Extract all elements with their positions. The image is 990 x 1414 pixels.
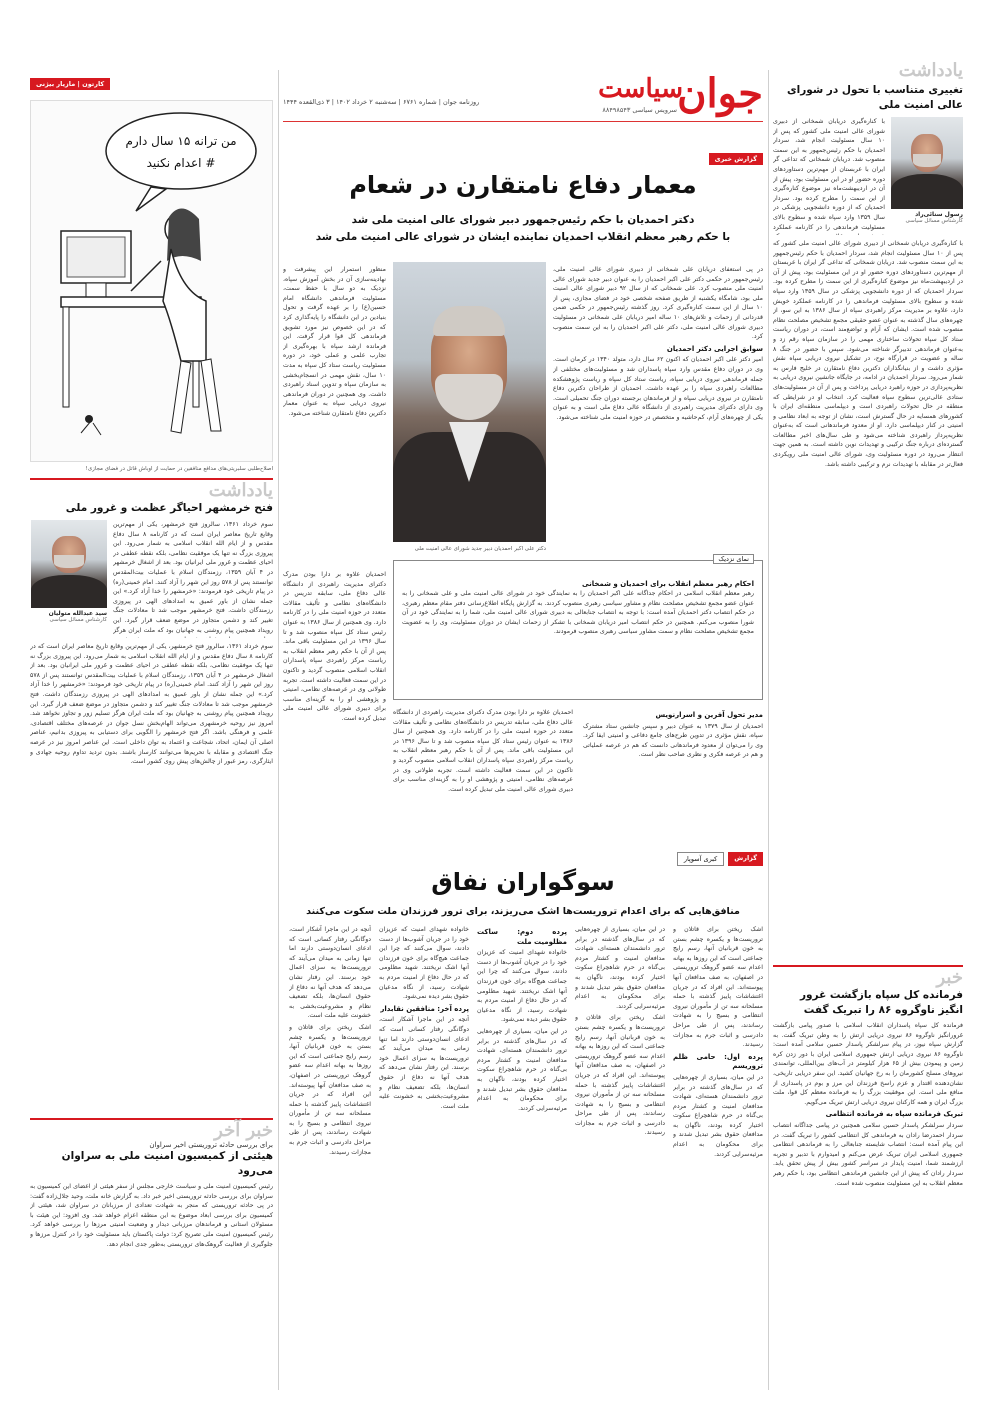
report2-tags bbox=[677, 852, 763, 866]
report2-text-5: خانواده شهدای امنیت که عزیزان خود را در جریان آشوب‌ها از دست دادند، سوال می‌کنند که چرا این جماعت هیچ‌گاه برای خون فرزندان آنها اشک نریختند. شهید مظلومی که در حال دفاع از امنیت مردم به شهادت رسید، از نگاه مدعیان حقوق بشر دیده نمی‌شود. bbox=[477, 949, 567, 1024]
cartoon-bubble-1: من ترانه ۱۵ سال دارم bbox=[125, 134, 237, 148]
yad-text-right: با کناره‌گیری دریابان شمخانی از دبیری شورای عالی امنیت ملی کشور که پس از ۱۰ سال مسئولیت انجام شد، سردار احمدیان با حکم رئیس‌جمهور به این سمت منصوب شد. دریابان شمخانی که تداعی گر ایران با عربستان از مهم‌ترین دستاوردهای دوره حضور او در این مسئولیت بود، پیش از آن در اردیبهشت‌ماه نیز موضوع کناره‌گیری از این سمت را مطرح کرده بود. سردار احمدیان که از دوره دانشجویی پزشکی در سال ۱۳۵۹ وارد سپاه شده و سطوح بالای مسئولیت فرماندهی را در کارنامه عملکرد خویش دارد، علاوه بر مدیریت مرکز راهبردی سپاه از سال ۱۳۸۶ به این سو، از چهره‌های سال گذشته به عنوان عضو حقیقی مجمع تشخیص مصلحت نظام منصوب شده است. ایشان که آرام و تواضع‌مند است، در دوران ریاست ستاد کل سپاه تحولات ساختاری مهمی را در سازمان سپاه رقم زد و به‌عنوان فرماندهی تدبیرگر شناخته می‌شود. سپس با حضور در جنگ ۸ ساله و عضویت در قرارگاه نوح، در تشکیل نیروی دریایی سپاه نقش مؤثری داشت و از بنیانگذاران دکترین دفاع نامتقارن در خلیج فارس به شمار می‌رود. سردار احمدیان در ادامه، در جایگاه جانشین نیروی دریایی به نظریه‌پردازی در حوزه راهبرد دریایی پرداخت و پس از آن در مسئولیت‌های ستادی عالی‌ترین سطوح سپاه فعالیت کرد. انتخاب او در شرایطی که منطقه در حال تحولات راهبردی است و دیپلماسی منطقه‌ای ایران با کشورهای همسایه در حال گسترش است، نشان از توجه به ابعاد نظامی و امنیتی در کنار دیپلماسی دارد. او از معدود فرماندهانی است که به‌عنوان نظریه‌پرداز راهبردی شناخته می‌شود و طی سال‌های اخیر مطالعات گسترده‌ای درباره جنگ ترکیبی و تهدیدات نوین داشته است. به همین جهت انتظار می‌رود در دوره مسئولیت وی، شورای عالی امنیت ملی رویکردی فعال‌تر در مقابله با تهدیدات نرم و ترکیبی داشته باشد. bbox=[773, 240, 963, 468]
author-role-right: کارشناس مسائل سیاسی bbox=[905, 218, 963, 224]
yad-text-left: سوم خرداد ۱۳۶۱، سالروز فتح خرمشهر، یکی از مهم‌ترین وقایع تاریخ معاصر ایران است که در کارنامه ۸ سال دفاع مقدس و از ایام الله انقلاب اسلامی به شمار می‌رود. این پیروزی بزرگ نه تنها یک موفقیت نظامی، بلکه نقطه عطفی در احیای عظمت و غرور ملی ایرانیان بود. بعد از اشغال خرمشهر در ۴ آبان ۱۳۵۹، رزمندگان اسلام با عملیات بیت‌المقدس توانستند پس از ۵۷۸ روز این شهر را آزاد کنند. امام خمینی(ره) در پیام تاریخی خود فرمودند: «خرمشهر را خدا آزاد کرد.» این جمله نشان از باور عمیق به امدادهای الهی در پیروزی رزمندگان داشت. فتح خرمشهر موجب شد تا معادلات جنگ تغییر کند و دشمن متجاوز در موضع ضعف قرار گیرد. این رویداد همچنین پیام روشنی به جهانیان بود که ملت ایران هرگز تسلیم زور و تجاوز نخواهد شد. امروز نیز روحیه خرمشهری می‌تواند الهام‌بخش نسل جوان در عرصه‌های مختلف اقتصادی، علمی و فرهنگی باشد. اگر فتح خرمشهر را الگویی برای دستیابی به پیروزی بدانیم، عناصر اصلی آن ایمان، اتحاد، شجاعت و اعتماد به توان داخلی است. این عناصر امروز نیز در عرصه جنگ اقتصادی و مقابله با تحریم‌ها می‌توانند کارساز باشند. بدون تردید تداوم روحیه جهادی و ایثارگری، رمز عبور از چالش‌های پیش روی کشور است. bbox=[30, 643, 273, 766]
report2-text-2: در این میان، بسیاری از چهره‌هایی که در سال‌های گذشته در برابر ترور دانشمندان هسته‌ای، شهادت مدافعان امنیت و کشتار مردم بی‌گناه در حرم شاهچراغ سکوت اختیار کرده بودند، ناگهان به مدافعان حقوق بشر تبدیل شدند و برای محکومان به اعدام مرثیه‌سرایی کردند. bbox=[673, 1073, 763, 1158]
author-name-right: رسول سنائی‌راد bbox=[915, 211, 963, 218]
khabar-title-left: هیئتی از کمیسیون امنیت ملی به سراوان می‌رود bbox=[61, 1150, 273, 1177]
yad-logo-right: یادداشت bbox=[898, 60, 963, 81]
hokm-box-header: نمای نزدیک bbox=[713, 554, 754, 564]
author-photo-left bbox=[31, 520, 107, 608]
main-article-col-left bbox=[283, 265, 386, 565]
issue-info: روزنامه جوان | شماره ۶۷۶۱ | سه‌شنبه ۲ خرداد ۱۴۰۲ | ۳ ذی‌القعده ۱۴۴۴ bbox=[283, 98, 480, 106]
hokm-title: احکام رهبر معظم انقلاب برای احمدیان و شمخانی bbox=[582, 580, 754, 588]
photo-caption: دکتر علی اکبر احمدیان دبیر جدید شورای عالی امنیت ملی bbox=[414, 546, 546, 552]
main-article-text-5: احمدیان علاوه بر دارا بودن مدرک دکترای مدیریت راهبردی از دانشگاه عالی دفاع ملی، سابقه تدریس در دانشگاه‌های نظامی و تألیف مقالات متعدد در حوزه امنیت ملی را در کارنامه دارد. وی همچنین از سال ۱۳۸۶ به عنوان رئیس ستاد کل سپاه منصوب شد و تا سال ۱۳۹۶ در این مسئولیت باقی ماند. پس از آن با حکم رهبر معظم انقلاب به ریاست مرکز راهبردی سپاه پاسداران انقلاب اسلامی منصوب گردید و تاکنون در این سمت فعالیت داشته است. تجربه طولانی وی در عرصه‌های نظامی، امنیتی و پژوهشی او را به گزینه‌ای مناسب برای دبیری شورای عالی امنیت ملی تبدیل کرده است. bbox=[393, 709, 573, 793]
logo-javan: جوان bbox=[677, 70, 763, 117]
main-article-col-right bbox=[553, 265, 763, 565]
hokm-text: رهبر معظم انقلاب اسلامی در احکام جداگانه علی اکبر احمدیان را به نمایندگی خود در شورای عالی امنیت ملی و علی شمخانی را به عنوان عضو مجمع تشخیص مصلحت نظام و مشاور سیاسی رهبری منصوب کردند. به گزارش پایگاه اطلاع‌رسانی دفتر مقام معظم رهبری، در حکم انتصاب دکتر احمدیان آمده است: با توجه به انتصاب جنابعالی به دبیری شورای عالی امنیت ملی، شما را به نمایندگی خود در آن شورا منصوب می‌کنم. همچنین در حکم انتصاب امیر دریابان شمخانی با تشکر از زحمات ایشان در دوران مسئولیت، وی را به عضویت مجمع تشخیص مصلحت نظام و سمت مشاور سیاسی رهبری منصوب فرمودند. bbox=[402, 590, 754, 636]
main-article-text-1: در پی استعفای دریابان علی شمخانی از دبیری شورای عالی امنیت ملی، رئیس‌جمهور در حکمی دکتر علی اکبر احمدیان را به عنوان دبیر جدید شورای عالی امنیت ملی منصوب کرد. علی شمخانی که از سال ۹۲ دبیر شورای عالی امنیت ملی بود، شامگاه یکشنبه از طریق صفحه شخصی خود در فضای مجازی، پس از ۱۰ سال از این سمت کناره‌گیری کرد. روز گذشته رئیس‌جمهور در حکمی ضمن قدردانی از زحمات و تلاش‌های ۱۰ ساله امیر دریابان علی شمخانی در مسئولیت دبیری شورای عالی امنیت ملی، دکتر علی اکبر احمدیان را به این سمت منصوب کرد. bbox=[553, 266, 763, 341]
hokm-box bbox=[393, 555, 763, 700]
report2-col-3 bbox=[477, 925, 567, 1385]
author-name-left: سید عبدالله متولیان bbox=[48, 610, 107, 617]
author-block-right bbox=[891, 117, 963, 235]
khabar-title-right: فرمانده کل سپاه بازگشت غرور انگیز ناوگروه ۸۶ را تبریک گفت bbox=[799, 989, 963, 1016]
yad-lead-left bbox=[30, 520, 273, 638]
khabar-text-right bbox=[773, 1021, 963, 1217]
service-label: سرویس سیاسی ۸۸۴۹۸۵۴۳ bbox=[602, 106, 677, 114]
report2-text-10: اشک ریختن برای قاتلان و تروریست‌ها و یکسره چشم بستن به خون قربانیان آنها، رسم رایج جماعتی است که این روزها به بهانه اعدام سه عضو گروهک تروریستی در اصفهان، به صف مدافعان آنها پیوسته‌اند. این افراد که در جریان اغتشاشات پاییز گذشته با حمله مسلحانه سه تن از مأموران نیروی انتظامی و بسیج را به شهادت رساندند، پس از طی مراحل دادرسی و اثبات جرم به مجازات رسیدند. bbox=[289, 1023, 371, 1156]
ahmadian-photo bbox=[393, 262, 546, 542]
report2-text-9: آنچه در این ماجرا آشکار است، دوگانگی رفتار کسانی است که ادعای انسان‌دوستی دارند اما تنها زمانی به میدان می‌آیند که تروریست‌ها به سزای اعمال خود برسند. این رفتار نشان می‌دهد که هدف آنها نه دفاع از حقوق انسان‌ها، بلکه تضعیف نظام و مشروعیت‌بخشی به خشونت علیه ملت است. bbox=[289, 926, 371, 1020]
report2-tag: گزارش bbox=[728, 852, 763, 866]
report2-headline: سوگواران نفاق bbox=[431, 868, 615, 896]
report2-col-2 bbox=[575, 925, 665, 1385]
main-article-text-6: احمدیان از سال ۱۳۷۹ به عنوان دبیر و سپس جانشین ستاد مشترک سپاه، نقش مؤثری در تدوین طرح‌های جامع دفاعی و امنیتی ایفا کرد. وی را می‌توان از معدود فرماندهانی دانست که هم در عرصه عملیاتی و هم در عرصه فکری و نظری صاحب نظر است. bbox=[583, 722, 763, 759]
report2-columns bbox=[283, 925, 763, 1385]
yad-text-left-lead: سوم خرداد ۱۳۶۱، سالروز فتح خرمشهر، یکی از مهم‌ترین وقایع تاریخ معاصر ایران است که در کارنامه ۸ سال دفاع مقدس و از ایام الله انقلاب اسلامی به شمار می‌رود. این پیروزی بزرگ نه تنها یک موفقیت نظامی، بلکه نقطه عطفی در احیای عظمت و غرور ملی ایرانیان بود. بعد از اشغال خرمشهر در ۴ آبان ۱۳۵۹، رزمندگان اسلام با عملیات بیت‌المقدس توانستند پس از ۵۷۸ روز این شهر را آزاد کنند. امام خمینی(ره) در پیام تاریخی خود فرمودند: «خرمشهر را خدا آزاد کرد.» این جمله نشان از باور عمیق به امدادهای الهی در پیروزی رزمندگان داشت. فتح خرمشهر موجب شد تا معادلات جنگ تغییر کند و دشمن متجاوز در موضع ضعف قرار گیرد. این رویداد همچنین پیام روشنی به جهانیان بود که ملت ایران هرگز bbox=[113, 521, 273, 634]
yad-lead bbox=[773, 117, 963, 235]
khabar-logo-right: خبر bbox=[936, 967, 963, 988]
main-subtitle-1: دکتر احمدیان با حکم رئیس‌جمهور دبیر شورای عالی امنیت ملی شد bbox=[351, 214, 695, 226]
khabar-kicker-left: برای بررسی حادثه تروریستی اخیر سراوان bbox=[149, 1141, 273, 1149]
report2-col-4 bbox=[379, 925, 469, 1385]
cartoon-tag: کارتون | مازیار بیژنی bbox=[30, 78, 110, 90]
khabar-logo-left: خبر آخر bbox=[214, 1120, 273, 1141]
yad-title-left: فتح خرمشهر احیاگر عظمت و غرور ملی bbox=[65, 502, 273, 514]
sub-tahavol: مدیر تحول آفرین و اسرار‌نویس bbox=[655, 711, 763, 719]
main-article-col-left-2 bbox=[283, 570, 386, 860]
main-article-text-4: احمدیان علاوه بر دارا بودن مدرک دکترای مدیریت راهبردی از دانشگاه عالی دفاع ملی، سابقه تدریس در دانشگاه‌های نظامی و تألیف مقالات متعدد در حوزه امنیت ملی را در کارنامه دارد. وی همچنین از سال ۱۳۸۶ به عنوان رئیس ستاد کل سپاه منصوب شد و تا سال ۱۳۹۶ در این مسئولیت باقی ماند. پس از آن با حکم رهبر معظم انقلاب به ریاست مرکز راهبردی سپاه پاسداران انقلاب اسلامی منصوب گردید و تاکنون در این سمت فعالیت داشته است. تجربه طولانی وی در عرصه‌های نظامی، امنیتی و پژوهشی او را به گزینه‌ای مناسب برای دبیری شورای عالی امنیت ملی تبدیل کرده است. bbox=[283, 571, 386, 722]
sub-ahmadian: سوابق اجرایی دکتر احمدیان bbox=[666, 344, 763, 353]
logo-siasat: سیاست bbox=[598, 74, 683, 104]
report2-col-5 bbox=[289, 925, 371, 1385]
report2-subtitle: منافق‌هایی که برای اعدام تروریست‌ها اشک می‌ریزند، برای ترور فرزندان ملت سکوت می‌کنند bbox=[306, 906, 740, 917]
yad-logo-left: یادداشت bbox=[208, 480, 273, 501]
report2-sub-3: پرده آخر: منافقین نقابدار bbox=[380, 1004, 469, 1013]
right-column bbox=[773, 60, 963, 1390]
author-photo-right bbox=[891, 117, 963, 209]
left-khabar-section bbox=[30, 1118, 273, 1372]
main-article-col-mid-2 bbox=[393, 708, 573, 858]
report2-text-3: در این میان، بسیاری از چهره‌هایی که در سال‌های گذشته در برابر ترور دانشمندان هسته‌ای، شهادت مدافعان امنیت و کشتار مردم بی‌گناه در حرم شاهچراغ سکوت اختیار کرده بودند، ناگهان به مدافعان حقوق بشر تبدیل شدند و برای محکومان به اعدام مرثیه‌سرایی کردند. bbox=[575, 926, 665, 1010]
report-tag bbox=[709, 146, 763, 165]
khabar-text-left: رئیس کمیسیون امنیت ملی و سیاست خارجی مجلس از سفر هیئتی از اعضای این کمیسیون به سراوان برای بررسی حادثه تروریستی اخیر خبر داد. به گزارش خانه ملت، وحید جلال‌زاده گفت: در پی حادثه تروریستی که منجر به شهادت تعدادی از مرزبانان در سراوان شد، هیئتی از کمیسیون برای بررسی ابعاد موضوع به این منطقه اعزام خواهد شد. وی افزود: این هیئت با مسئولان استانی و فرماندهان مرزبانی دیدار و وضعیت امنیتی مرزها را بررسی خواهد کرد. رئیس کمیسیون امنیت ملی تصریح کرد: دولت پاکستان باید مسئولیت خود را در کنترل مرزها و جلوگیری از فعالیت گروهک‌های تروریستی به‌طور جدی انجام دهد. bbox=[30, 1183, 273, 1248]
report2-text-6: در این میان، بسیاری از چهره‌هایی که در سال‌های گذشته در برابر ترور دانشمندان هسته‌ای، شهادت مدافعان امنیت و کشتار مردم بی‌گناه در حرم شاهچراغ سکوت اختیار کرده بودند، ناگهان به مدافعان حقوق بشر تبدیل شدند و برای محکومان به اعدام مرثیه‌سرایی کردند. bbox=[477, 1027, 567, 1112]
khabar-text-right-1: فرمانده کل سپاه پاسداران انقلاب اسلامی با صدور پیامی بازگشت غرورانگیز ناوگروه ۸۶ نیروی دریایی ارتش را به وطن تبریک گفت. به گزارش سپاه نیوز، در پیام سرلشکر پاسدار حسین سلامی آمده است: ناوگروه ۸۶ نیروی دریایی ارتش جمهوری اسلامی ایران با دور زدن کره زمین و پیمودن بیش از ۶۵ هزار کیلومتر در آب‌های بین‌المللی، توانمندی نیروهای مسلح کشورمان را به رخ جهانیان کشید. این سفر دریایی تاریخی، نشان‌دهنده اقتدار و عزم راسخ فرزندان این مرز و بوم در پاسداری از منافع ملی است. این موفقیت بزرگ را به فرمانده معظم کل قوا، ملت بزرگ ایران و همه کارکنان نیروی دریایی ارتش تبریک می‌گویم. bbox=[773, 1022, 963, 1106]
main-article-text-2: امیر دکتر علی اکبر احمدیان که اکنون ۶۲ سال دارد، متولد ۱۳۴۰ در کرمان است. وی در دوران دفاع مقدس وارد سپاه پاسداران شد و مسئولیت‌های مختلفی از جمله فرماندهی نیروی دریایی سپاه، ریاست ستاد کل سپاه و ریاست پژوهشکده مطالعات راهبردی سپاه را بر عهده داشت. احمدیان از طراحان دکترین دفاع نامتقارن در نیروی دریایی سپاه و از فرماندهان برجسته دوران جنگ تحمیلی است. وی دارای دکترای مدیریت راهبردی از دانشگاه عالی دفاع ملی است و به عنوان یکی از چهره‌های آرام، کم‌حاشیه و متخصص در حوزه امنیت ملی شناخته می‌شود. bbox=[553, 356, 763, 421]
khabar-sub-right: تبریک فرمانده سپاه به فرمانده انتظامی bbox=[825, 1110, 963, 1119]
report2-col-1 bbox=[673, 925, 763, 1385]
yad-text-right-lead: با کناره‌گیری دریابان شمخانی از دبیری شورای عالی امنیت ملی کشور که پس از ۱۰ سال مسئولیت انجام شد، سردار احمدیان با حکم رئیس‌جمهور به این سمت منصوب شد. دریابان شمخانی که تداعی گر ایران با عربستان از مهم‌ترین دستاوردهای دوره حضور او در این مسئولیت بود، پیش از آن در اردیبهشت‌ماه نیز موضوع کناره‌گیری از این سمت را مطرح کرده بود. سردار احمدیان که از دوره دانشجویی پزشکی در سال ۱۳۵۹ وارد سپاه شده و سطوح بالای مسئولیت فرماندهی را در کارنامه عملکرد bbox=[773, 118, 885, 231]
report2-text-8: آنچه در این ماجرا آشکار است، دوگانگی رفتار کسانی است که ادعای انسان‌دوستی دارند اما تنها زمانی به میدان می‌آیند که تروریست‌ها به سزای اعمال خود برسند. این رفتار نشان می‌دهد که هدف آنها نه دفاع از حقوق انسان‌ها، بلکه تضعیف نظام و مشروعیت‌بخشی به خشونت علیه ملت است. bbox=[379, 1016, 469, 1110]
cartoon-bubble-2: # اعدام نکنید bbox=[146, 156, 216, 170]
main-headline: معمار دفاع نامتقارن در شعام bbox=[349, 171, 697, 199]
left-yad-section bbox=[30, 478, 273, 1062]
cartoon-header bbox=[30, 78, 273, 90]
cartoon-drawing bbox=[31, 101, 272, 461]
main-article-col-right-2 bbox=[583, 708, 763, 858]
cartoon bbox=[30, 100, 273, 462]
report-tag-label: گزارش خبری bbox=[709, 153, 763, 165]
main-subtitle bbox=[283, 212, 763, 246]
masthead bbox=[283, 70, 763, 122]
report2-sub-2: پرده دوم: ساکت مظلومیت ملت bbox=[477, 928, 567, 946]
khabar-text-right-2: سردار سرلشکر پاسدار حسین سلامی همچنین در پیامی جداگانه انتصاب سردار احمدرضا رادان به فرماندهی کل انتظامی کشور را تبریک گفت. در این پیام آمده است: انتصاب شایسته جنابعالی را به فرماندهی انتظامی جمهوری اسلامی ایران تبریک عرض می‌کنم و امیدوارم با تدبیر و تجربه ارزشمند شما، امنیت پایدار در سراسر کشور بیش از پیش تحقق یابد. سردار رادان که پیش از این جانشین فرماندهی انتظامی بود، با حکم رهبر معظم انقلاب به این مسئولیت منصوب شده است. bbox=[773, 1121, 963, 1187]
report2-text-1: اشک ریختن برای قاتلان و تروریست‌ها و یکسره چشم بستن به خون قربانیان آنها، رسم رایج جماعتی است که این روزها به بهانه اعدام سه عضو گروهک تروریستی در اصفهان، به صف مدافعان آنها پیوسته‌اند. این افراد که در جریان اغتشاشات پاییز گذشته با حمله مسلحانه سه تن از مأموران نیروی انتظامی و بسیج را به شهادت رساندند، پس از طی مراحل دادرسی و اثبات جرم به مجازات رسیدند. bbox=[673, 926, 763, 1049]
cartoon-caption: اصلاح‌طلبی سلبریتی‌های مدافع منافقین در حمایت از اوباش قاتل در فضای مجازی! bbox=[85, 466, 273, 472]
main-subtitle-2: با حکم رهبر معظم انقلاب احمدیان نماینده ایشان در شورای عالی امنیت ملی شد bbox=[315, 231, 731, 243]
yad-title-right: تغییری متناسب با تحول در شورای عالی امنیت ملی bbox=[786, 84, 963, 111]
column-separator-left bbox=[278, 70, 279, 1390]
report2-sub-1: پرده اول: حامی ظلم تروریسم bbox=[673, 1052, 763, 1071]
report2-text-4: اشک ریختن برای قاتلان و تروریست‌ها و یکسره چشم بستن به خون قربانیان آنها، رسم رایج جماعتی است که این روزها به بهانه اعدام سه عضو گروهک تروریستی در اصفهان، به صف مدافعان آنها پیوسته‌اند. این افراد که در جریان اغتشاشات پاییز گذشته با حمله مسلحانه سه تن از مأموران نیروی انتظامی و بسیج را به شهادت رساندند، پس از طی مراحل دادرسی و اثبات جرم به مجازات رسیدند. bbox=[575, 1014, 665, 1137]
report2-author: کبری آسوپار bbox=[677, 852, 724, 866]
main-article-text-3: منظور استمرار این پیشرفت و نهادینه‌سازی آن در بخش آموزش سپاه، نزدیک به دو سال با حفظ سمت، مسئولیت فرماندهی دانشگاه امام حسین(ع) را بر عهده گرفت و تحول بنیادین در این دانشگاه را پایه‌گذاری کرد که در این خصوص نیز مورد تشویق فرماندهی کل قوا قرار گرفت. این فرمانده ارشد سپاه با بهره‌گیری از تجارب علمی و عملی خود، در دوره مسئولیت ریاست ستاد کل سپاه به مدت ۱۰ سال، نقش مهمی در انسجام‌بخشی به سازمان سپاه و تدوین اسناد راهبردی داشت. وی همچنین در دوران فرماندهی نیروی دریایی سپاه به عنوان معمار دکترین دفاع نامتقارن شناخته می‌شود. bbox=[283, 266, 386, 417]
author-block-left bbox=[31, 520, 107, 638]
column-separator-right bbox=[768, 70, 769, 1390]
report2-text-7: خانواده شهدای امنیت که عزیزان خود را در جریان آشوب‌ها از دست دادند، سوال می‌کنند که چرا این جماعت هیچ‌گاه برای خون فرزندان آنها اشک نریختند. شهید مظلومی که در حال دفاع از امنیت مردم به شهادت رسید، از نگاه مدعیان حقوق بشر دیده نمی‌شود. bbox=[379, 926, 469, 1001]
author-role-left: کارشناس مسائل سیاسی bbox=[49, 617, 107, 623]
